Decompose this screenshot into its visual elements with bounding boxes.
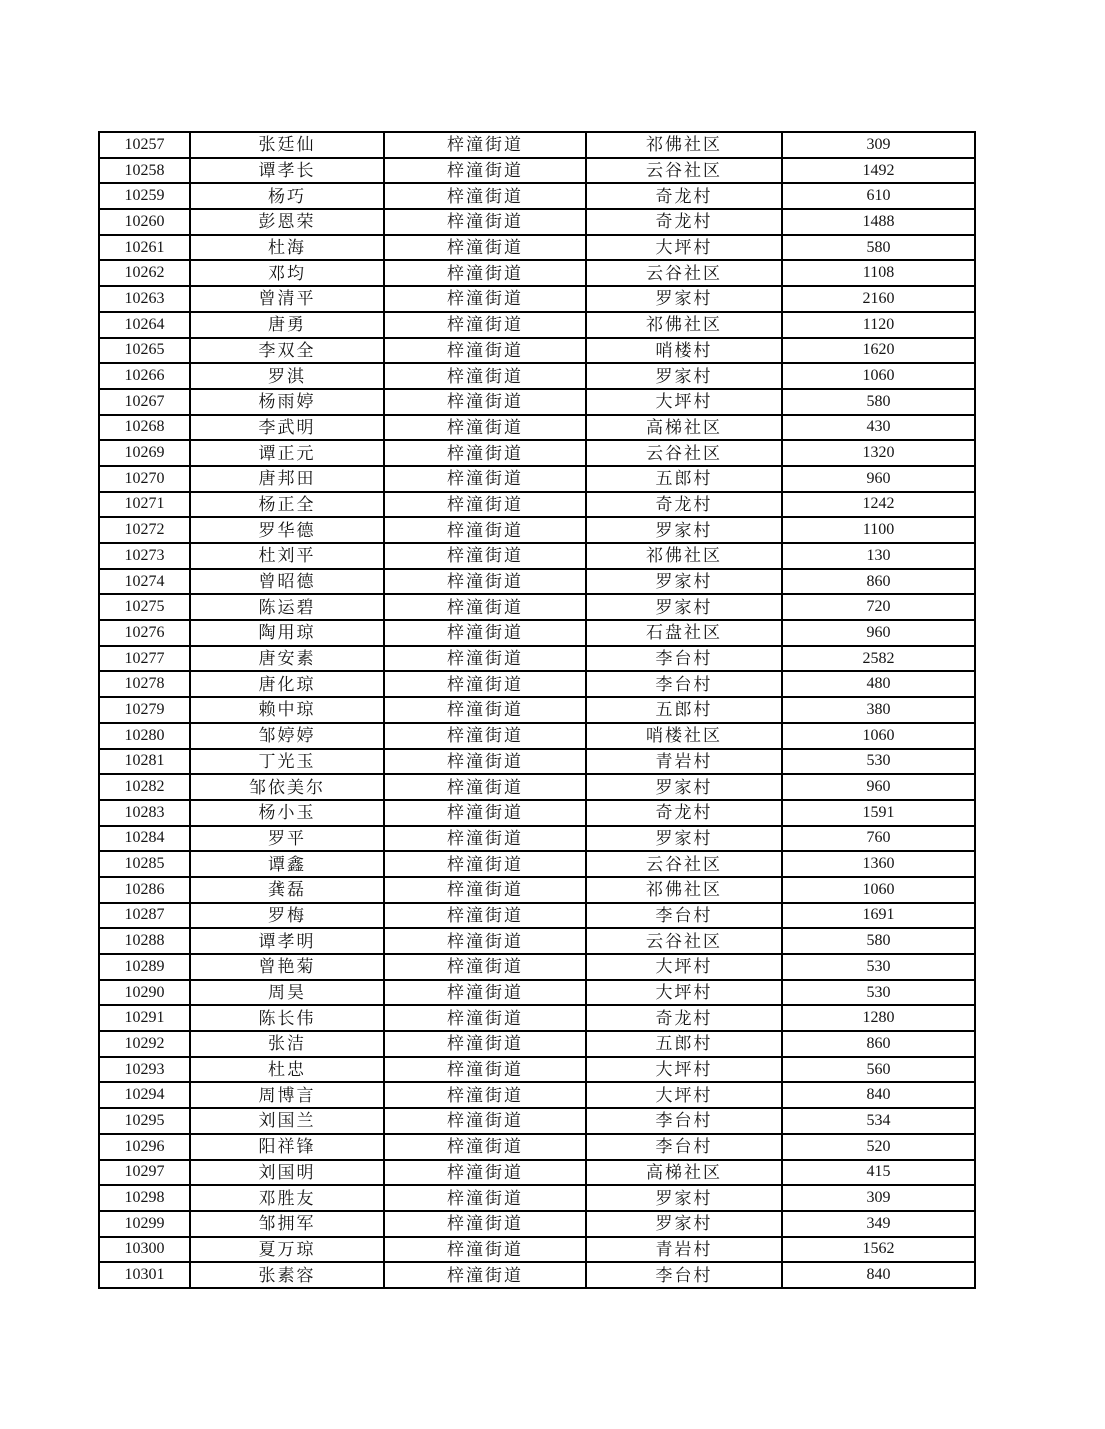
cell-amount: 1242 bbox=[782, 492, 975, 518]
cell-name: 邹婷婷 bbox=[190, 723, 384, 749]
table-row bbox=[99, 723, 975, 749]
cell-name: 阳祥锋 bbox=[190, 1134, 384, 1160]
cell-name: 唐勇 bbox=[190, 312, 384, 338]
cell-name: 杨正全 bbox=[190, 492, 384, 518]
cell-id: 10265 bbox=[99, 338, 190, 364]
cell-village: 大坪村 bbox=[586, 1082, 782, 1108]
cell-id: 10264 bbox=[99, 312, 190, 338]
cell-street: 梓潼街道 bbox=[384, 569, 586, 595]
table-row bbox=[99, 492, 975, 518]
cell-street: 梓潼街道 bbox=[384, 980, 586, 1006]
table-row bbox=[99, 1005, 975, 1031]
cell-village: 大坪村 bbox=[586, 235, 782, 261]
cell-name: 杨雨婷 bbox=[190, 389, 384, 415]
cell-village: 大坪村 bbox=[586, 980, 782, 1006]
cell-amount: 480 bbox=[782, 671, 975, 697]
cell-village: 高梯社区 bbox=[586, 1160, 782, 1186]
table-row bbox=[99, 928, 975, 954]
cell-name: 曾昭德 bbox=[190, 569, 384, 595]
cell-amount: 610 bbox=[782, 183, 975, 209]
table-row bbox=[99, 671, 975, 697]
cell-street: 梓潼街道 bbox=[384, 851, 586, 877]
cell-street: 梓潼街道 bbox=[384, 492, 586, 518]
table-row bbox=[99, 260, 975, 286]
cell-amount: 309 bbox=[782, 1185, 975, 1211]
cell-street: 梓潼街道 bbox=[384, 774, 586, 800]
cell-village: 祁佛社区 bbox=[586, 877, 782, 903]
cell-name: 唐化琼 bbox=[190, 671, 384, 697]
table-row bbox=[99, 517, 975, 543]
cell-name: 张廷仙 bbox=[190, 132, 384, 158]
cell-village: 云谷社区 bbox=[586, 851, 782, 877]
table-row bbox=[99, 749, 975, 775]
cell-village: 罗家村 bbox=[586, 517, 782, 543]
cell-name: 李武明 bbox=[190, 415, 384, 441]
cell-village: 罗家村 bbox=[586, 569, 782, 595]
cell-street: 梓潼街道 bbox=[384, 415, 586, 441]
cell-amount: 580 bbox=[782, 389, 975, 415]
table-row bbox=[99, 183, 975, 209]
cell-village: 李台村 bbox=[586, 671, 782, 697]
cell-amount: 1320 bbox=[782, 440, 975, 466]
cell-village: 罗家村 bbox=[586, 774, 782, 800]
cell-name: 刘国明 bbox=[190, 1160, 384, 1186]
cell-amount: 1280 bbox=[782, 1005, 975, 1031]
cell-street: 梓潼街道 bbox=[384, 1134, 586, 1160]
cell-street: 梓潼街道 bbox=[384, 671, 586, 697]
cell-name: 杜刘平 bbox=[190, 543, 384, 569]
table-row bbox=[99, 903, 975, 929]
cell-amount: 960 bbox=[782, 620, 975, 646]
cell-street: 梓潼街道 bbox=[384, 440, 586, 466]
cell-street: 梓潼街道 bbox=[384, 697, 586, 723]
cell-amount: 349 bbox=[782, 1211, 975, 1237]
table-row bbox=[99, 1082, 975, 1108]
cell-village: 五郎村 bbox=[586, 1031, 782, 1057]
table-row bbox=[99, 646, 975, 672]
cell-street: 梓潼街道 bbox=[384, 646, 586, 672]
cell-street: 梓潼街道 bbox=[384, 1211, 586, 1237]
cell-id: 10297 bbox=[99, 1160, 190, 1186]
cell-street: 梓潼街道 bbox=[384, 517, 586, 543]
cell-street: 梓潼街道 bbox=[384, 312, 586, 338]
cell-amount: 530 bbox=[782, 980, 975, 1006]
cell-name: 周昊 bbox=[190, 980, 384, 1006]
cell-amount: 760 bbox=[782, 826, 975, 852]
cell-name: 张洁 bbox=[190, 1031, 384, 1057]
cell-id: 10273 bbox=[99, 543, 190, 569]
cell-street: 梓潼街道 bbox=[384, 338, 586, 364]
cell-name: 陶用琼 bbox=[190, 620, 384, 646]
table-row bbox=[99, 312, 975, 338]
cell-id: 10257 bbox=[99, 132, 190, 158]
cell-street: 梓潼街道 bbox=[384, 1057, 586, 1083]
table-row bbox=[99, 1185, 975, 1211]
cell-street: 梓潼街道 bbox=[384, 132, 586, 158]
cell-id: 10261 bbox=[99, 235, 190, 261]
cell-name: 龚磊 bbox=[190, 877, 384, 903]
cell-amount: 430 bbox=[782, 415, 975, 441]
cell-street: 梓潼街道 bbox=[384, 723, 586, 749]
cell-id: 10295 bbox=[99, 1108, 190, 1134]
cell-village: 奇龙村 bbox=[586, 183, 782, 209]
cell-street: 梓潼街道 bbox=[384, 928, 586, 954]
cell-amount: 520 bbox=[782, 1134, 975, 1160]
cell-id: 10260 bbox=[99, 209, 190, 235]
cell-village: 奇龙村 bbox=[586, 1005, 782, 1031]
cell-village: 五郎村 bbox=[586, 697, 782, 723]
cell-street: 梓潼街道 bbox=[384, 620, 586, 646]
cell-id: 10262 bbox=[99, 260, 190, 286]
cell-name: 邓胜友 bbox=[190, 1185, 384, 1211]
cell-street: 梓潼街道 bbox=[384, 209, 586, 235]
table-row bbox=[99, 1262, 975, 1288]
cell-id: 10293 bbox=[99, 1057, 190, 1083]
cell-id: 10258 bbox=[99, 158, 190, 184]
cell-street: 梓潼街道 bbox=[384, 877, 586, 903]
cell-id: 10284 bbox=[99, 826, 190, 852]
cell-name: 谭鑫 bbox=[190, 851, 384, 877]
cell-id: 10277 bbox=[99, 646, 190, 672]
cell-id: 10282 bbox=[99, 774, 190, 800]
cell-village: 奇龙村 bbox=[586, 800, 782, 826]
cell-name: 杨巧 bbox=[190, 183, 384, 209]
cell-name: 张素容 bbox=[190, 1262, 384, 1288]
cell-amount: 580 bbox=[782, 235, 975, 261]
cell-street: 梓潼街道 bbox=[384, 749, 586, 775]
table-row bbox=[99, 1108, 975, 1134]
cell-id: 10263 bbox=[99, 286, 190, 312]
table-row bbox=[99, 1160, 975, 1186]
cell-amount: 860 bbox=[782, 569, 975, 595]
cell-village: 罗家村 bbox=[586, 286, 782, 312]
cell-name: 罗梅 bbox=[190, 903, 384, 929]
cell-amount: 415 bbox=[782, 1160, 975, 1186]
cell-amount: 1488 bbox=[782, 209, 975, 235]
cell-street: 梓潼街道 bbox=[384, 389, 586, 415]
cell-village: 李台村 bbox=[586, 646, 782, 672]
cell-amount: 720 bbox=[782, 594, 975, 620]
table-row bbox=[99, 1134, 975, 1160]
cell-id: 10268 bbox=[99, 415, 190, 441]
cell-amount: 1591 bbox=[782, 800, 975, 826]
table-row bbox=[99, 980, 975, 1006]
cell-name: 杨小玉 bbox=[190, 800, 384, 826]
cell-amount: 1100 bbox=[782, 517, 975, 543]
cell-village: 云谷社区 bbox=[586, 158, 782, 184]
cell-street: 梓潼街道 bbox=[384, 235, 586, 261]
cell-street: 梓潼街道 bbox=[384, 1237, 586, 1263]
cell-id: 10281 bbox=[99, 749, 190, 775]
table-row bbox=[99, 235, 975, 261]
cell-street: 梓潼街道 bbox=[384, 903, 586, 929]
cell-id: 10279 bbox=[99, 697, 190, 723]
cell-id: 10301 bbox=[99, 1262, 190, 1288]
cell-village: 石盘社区 bbox=[586, 620, 782, 646]
cell-amount: 840 bbox=[782, 1082, 975, 1108]
cell-name: 周博言 bbox=[190, 1082, 384, 1108]
table-row bbox=[99, 851, 975, 877]
cell-id: 10291 bbox=[99, 1005, 190, 1031]
cell-id: 10289 bbox=[99, 954, 190, 980]
cell-village: 大坪村 bbox=[586, 1057, 782, 1083]
cell-name: 杜忠 bbox=[190, 1057, 384, 1083]
cell-village: 云谷社区 bbox=[586, 260, 782, 286]
cell-amount: 530 bbox=[782, 749, 975, 775]
table-row bbox=[99, 466, 975, 492]
cell-id: 10266 bbox=[99, 363, 190, 389]
cell-name: 曾清平 bbox=[190, 286, 384, 312]
table-row bbox=[99, 158, 975, 184]
cell-name: 罗华德 bbox=[190, 517, 384, 543]
cell-village: 李台村 bbox=[586, 1108, 782, 1134]
cell-name: 赖中琼 bbox=[190, 697, 384, 723]
cell-street: 梓潼街道 bbox=[384, 1160, 586, 1186]
cell-street: 梓潼街道 bbox=[384, 1082, 586, 1108]
cell-id: 10271 bbox=[99, 492, 190, 518]
cell-id: 10292 bbox=[99, 1031, 190, 1057]
table-row bbox=[99, 1211, 975, 1237]
cell-street: 梓潼街道 bbox=[384, 466, 586, 492]
table-row bbox=[99, 620, 975, 646]
cell-name: 陈长伟 bbox=[190, 1005, 384, 1031]
cell-id: 10294 bbox=[99, 1082, 190, 1108]
cell-street: 梓潼街道 bbox=[384, 1005, 586, 1031]
cell-name: 曾艳菊 bbox=[190, 954, 384, 980]
cell-amount: 1562 bbox=[782, 1237, 975, 1263]
cell-village: 云谷社区 bbox=[586, 440, 782, 466]
cell-amount: 1120 bbox=[782, 312, 975, 338]
cell-village: 罗家村 bbox=[586, 1211, 782, 1237]
cell-amount: 1060 bbox=[782, 723, 975, 749]
cell-village: 青岩村 bbox=[586, 1237, 782, 1263]
cell-id: 10300 bbox=[99, 1237, 190, 1263]
cell-name: 李双全 bbox=[190, 338, 384, 364]
cell-id: 10259 bbox=[99, 183, 190, 209]
cell-street: 梓潼街道 bbox=[384, 158, 586, 184]
table-row bbox=[99, 569, 975, 595]
cell-name: 谭孝长 bbox=[190, 158, 384, 184]
cell-name: 邹依美尔 bbox=[190, 774, 384, 800]
cell-amount: 309 bbox=[782, 132, 975, 158]
cell-street: 梓潼街道 bbox=[384, 954, 586, 980]
cell-id: 10272 bbox=[99, 517, 190, 543]
cell-name: 夏万琼 bbox=[190, 1237, 384, 1263]
cell-id: 10276 bbox=[99, 620, 190, 646]
table-row bbox=[99, 363, 975, 389]
cell-street: 梓潼街道 bbox=[384, 1108, 586, 1134]
cell-village: 罗家村 bbox=[586, 594, 782, 620]
cell-id: 10298 bbox=[99, 1185, 190, 1211]
cell-amount: 860 bbox=[782, 1031, 975, 1057]
cell-street: 梓潼街道 bbox=[384, 543, 586, 569]
cell-street: 梓潼街道 bbox=[384, 1185, 586, 1211]
cell-village: 祁佛社区 bbox=[586, 312, 782, 338]
cell-id: 10286 bbox=[99, 877, 190, 903]
table-row bbox=[99, 697, 975, 723]
table-row bbox=[99, 800, 975, 826]
cell-village: 大坪村 bbox=[586, 389, 782, 415]
cell-village: 青岩村 bbox=[586, 749, 782, 775]
table-row bbox=[99, 877, 975, 903]
table-row bbox=[99, 209, 975, 235]
cell-amount: 1108 bbox=[782, 260, 975, 286]
table-row bbox=[99, 826, 975, 852]
cell-village: 李台村 bbox=[586, 903, 782, 929]
cell-id: 10269 bbox=[99, 440, 190, 466]
cell-street: 梓潼街道 bbox=[384, 1262, 586, 1288]
cell-street: 梓潼街道 bbox=[384, 1031, 586, 1057]
cell-village: 罗家村 bbox=[586, 826, 782, 852]
table-body bbox=[99, 132, 975, 1288]
cell-name: 罗淇 bbox=[190, 363, 384, 389]
cell-amount: 1060 bbox=[782, 363, 975, 389]
cell-id: 10278 bbox=[99, 671, 190, 697]
cell-id: 10283 bbox=[99, 800, 190, 826]
table-row bbox=[99, 389, 975, 415]
cell-village: 罗家村 bbox=[586, 1185, 782, 1211]
cell-name: 邓均 bbox=[190, 260, 384, 286]
table-row bbox=[99, 338, 975, 364]
cell-village: 哨楼村 bbox=[586, 338, 782, 364]
cell-name: 谭孝明 bbox=[190, 928, 384, 954]
cell-amount: 1060 bbox=[782, 877, 975, 903]
cell-id: 10288 bbox=[99, 928, 190, 954]
cell-amount: 580 bbox=[782, 928, 975, 954]
table-row bbox=[99, 774, 975, 800]
table-row bbox=[99, 594, 975, 620]
cell-amount: 1360 bbox=[782, 851, 975, 877]
cell-name: 邹拥军 bbox=[190, 1211, 384, 1237]
cell-id: 10287 bbox=[99, 903, 190, 929]
cell-amount: 960 bbox=[782, 466, 975, 492]
table-row bbox=[99, 543, 975, 569]
table-row bbox=[99, 1031, 975, 1057]
cell-name: 杜海 bbox=[190, 235, 384, 261]
cell-amount: 1691 bbox=[782, 903, 975, 929]
cell-id: 10267 bbox=[99, 389, 190, 415]
cell-amount: 840 bbox=[782, 1262, 975, 1288]
cell-amount: 1620 bbox=[782, 338, 975, 364]
cell-name: 罗平 bbox=[190, 826, 384, 852]
cell-village: 祁佛社区 bbox=[586, 132, 782, 158]
cell-id: 10270 bbox=[99, 466, 190, 492]
cell-street: 梓潼街道 bbox=[384, 183, 586, 209]
cell-amount: 380 bbox=[782, 697, 975, 723]
cell-id: 10274 bbox=[99, 569, 190, 595]
table-row bbox=[99, 286, 975, 312]
table-row bbox=[99, 1057, 975, 1083]
cell-village: 五郎村 bbox=[586, 466, 782, 492]
cell-amount: 1492 bbox=[782, 158, 975, 184]
cell-village: 奇龙村 bbox=[586, 492, 782, 518]
cell-street: 梓潼街道 bbox=[384, 363, 586, 389]
cell-village: 大坪村 bbox=[586, 954, 782, 980]
cell-name: 唐邦田 bbox=[190, 466, 384, 492]
cell-amount: 2160 bbox=[782, 286, 975, 312]
cell-village: 罗家村 bbox=[586, 363, 782, 389]
table-row bbox=[99, 954, 975, 980]
cell-street: 梓潼街道 bbox=[384, 286, 586, 312]
cell-name: 陈运碧 bbox=[190, 594, 384, 620]
table-row bbox=[99, 1237, 975, 1263]
cell-street: 梓潼街道 bbox=[384, 594, 586, 620]
cell-amount: 560 bbox=[782, 1057, 975, 1083]
cell-village: 高梯社区 bbox=[586, 415, 782, 441]
data-table bbox=[98, 131, 976, 1289]
cell-id: 10285 bbox=[99, 851, 190, 877]
cell-street: 梓潼街道 bbox=[384, 826, 586, 852]
cell-name: 刘国兰 bbox=[190, 1108, 384, 1134]
cell-village: 哨楼社区 bbox=[586, 723, 782, 749]
cell-id: 10280 bbox=[99, 723, 190, 749]
cell-name: 丁光玉 bbox=[190, 749, 384, 775]
cell-amount: 2582 bbox=[782, 646, 975, 672]
cell-amount: 530 bbox=[782, 954, 975, 980]
cell-street: 梓潼街道 bbox=[384, 260, 586, 286]
cell-street: 梓潼街道 bbox=[384, 800, 586, 826]
table-row bbox=[99, 440, 975, 466]
cell-id: 10299 bbox=[99, 1211, 190, 1237]
cell-village: 李台村 bbox=[586, 1134, 782, 1160]
cell-village: 云谷社区 bbox=[586, 928, 782, 954]
cell-id: 10296 bbox=[99, 1134, 190, 1160]
cell-id: 10290 bbox=[99, 980, 190, 1006]
cell-name: 唐安素 bbox=[190, 646, 384, 672]
cell-village: 李台村 bbox=[586, 1262, 782, 1288]
table-row bbox=[99, 132, 975, 158]
cell-amount: 534 bbox=[782, 1108, 975, 1134]
cell-name: 彭恩荣 bbox=[190, 209, 384, 235]
cell-amount: 130 bbox=[782, 543, 975, 569]
cell-village: 奇龙村 bbox=[586, 209, 782, 235]
cell-name: 谭正元 bbox=[190, 440, 384, 466]
cell-amount: 960 bbox=[782, 774, 975, 800]
table-row bbox=[99, 415, 975, 441]
cell-id: 10275 bbox=[99, 594, 190, 620]
cell-village: 祁佛社区 bbox=[586, 543, 782, 569]
